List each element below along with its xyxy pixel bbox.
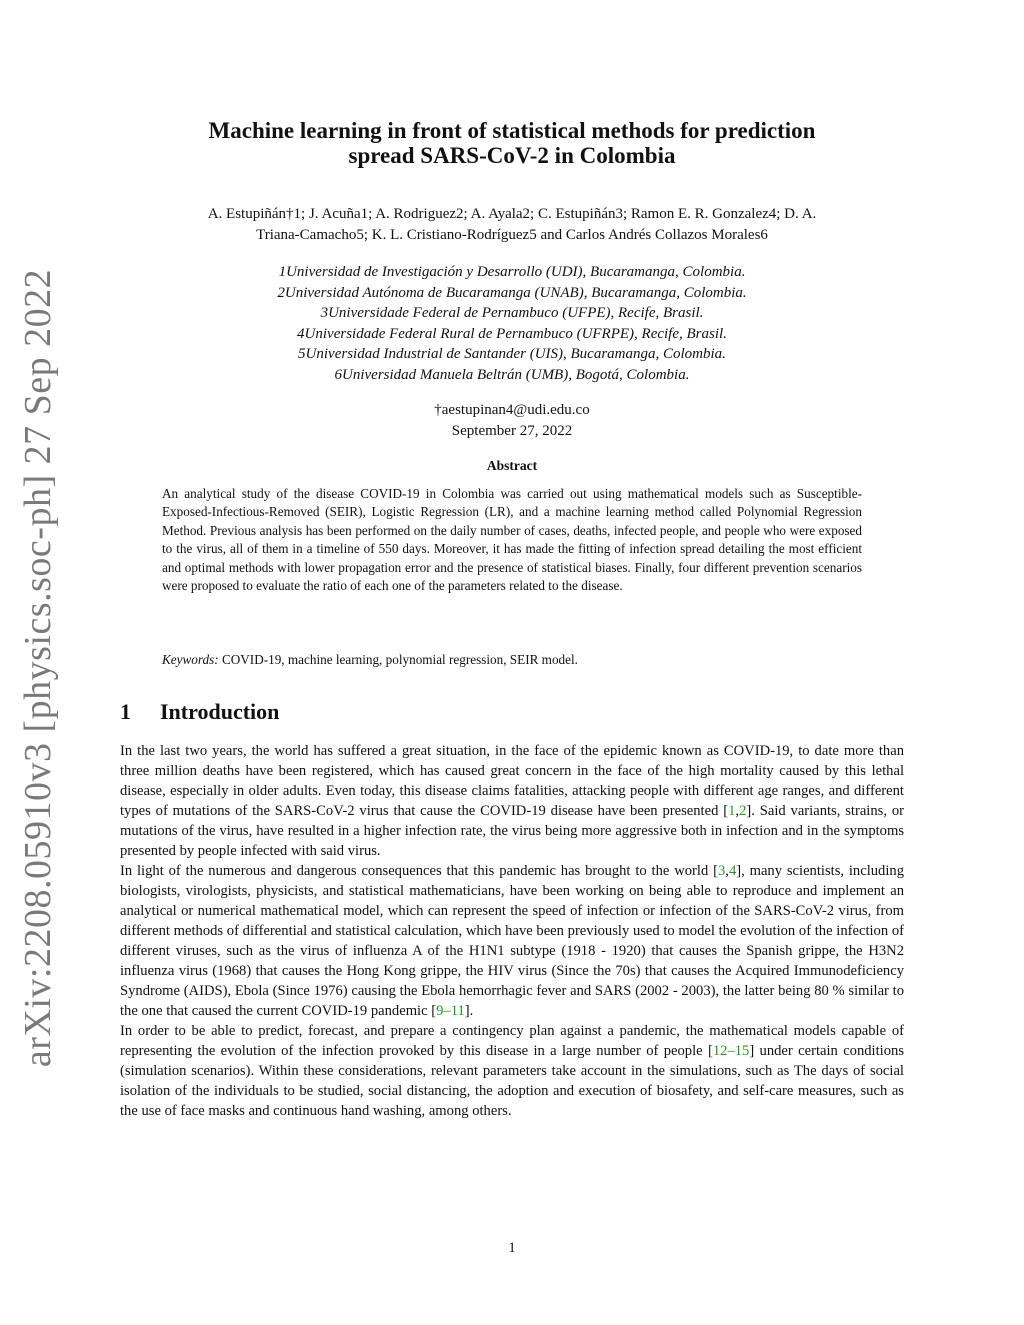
keywords-label: Keywords:: [162, 652, 219, 667]
affiliation-4: 4Universidade Federal Rural de Pernambuco (UFRPE), Recife, Brasil.: [297, 325, 727, 342]
affiliations: [120, 262, 904, 385]
title-line-1: Machine learning in front of statistical methods for prediction: [208, 118, 816, 143]
contact-block: [120, 400, 904, 442]
arxiv-watermark: [8, 268, 68, 1068]
paragraph-2-text-c: ].: [464, 1003, 474, 1019]
affiliation-1: 1Universidad de Investigación y Desarrollo (UDI), Bucaramanga, Colombia.: [278, 264, 746, 280]
page-number: 1: [508, 1240, 516, 1256]
section-number: 1: [120, 699, 131, 724]
paragraph-1-text-b: ]. Said variants, strains, or mutations of the virus, have resulted in a higher infection rate, the virus being more aggressive both in infection and in the symptoms presented by people infected with said virus.: [120, 803, 904, 859]
authors-line-1: A. Estupiñán†1; J. Acuña1; A. Rodriguez2; A. Ayala2; C. Estupiñán3; Ramon E. R. Gonzalez4; D. A.: [207, 206, 817, 222]
paper-date: September 27, 2022: [451, 423, 573, 439]
citation-link[interactable]: 4: [728, 863, 737, 879]
citation-link[interactable]: 2: [739, 803, 747, 819]
section-heading-introduction: [120, 698, 620, 726]
section-title: Introduction: [160, 699, 280, 724]
abstract-heading: Abstract: [486, 458, 538, 473]
author-list: [120, 204, 904, 246]
affiliation-2: 2Universidad Autónoma de Bucaramanga (UNAB), Bucaramanga, Colombia.: [277, 284, 747, 301]
arxiv-id[interactable]: arXiv:2208.05910v3 [physics.soc-ph] 27 Sep 2022: [17, 268, 60, 1068]
citation-link[interactable]: 3: [717, 863, 726, 879]
paragraph-3-text-a: In order to be able to predict, forecast, and prepare a contingency plan against a pandemic, the mathematical models capable of representing the evolution of the infection provoked by this disease in a large number of people [: [120, 1023, 904, 1059]
paragraph-2-text-a: In light of the numerous and dangerous consequences that this pandemic has brought to the world [: [120, 863, 718, 879]
keywords-list: COVID-19, machine learning, polynomial regression, SEIR model.: [221, 652, 578, 667]
introduction-body: [120, 741, 904, 1121]
affiliation-5: 5Universidad Industrial de Santander (UIS), Bucaramanga, Colombia.: [298, 346, 726, 362]
paragraph-1: In the last two years, the world has suffered a great situation, in the face of the epidemic known as COVID-19, to date more than three million deaths have been registered, which has caused great concern in the face of the high mortality caused by this lethal disease, especially in older adults. Even today, this disease claims fatalities, attacking people with different age ranges, and different types of mutations of the SARS-CoV-2 virus that cause the COVID-19 disease have been presented [1,2]. Said variants, strains, or mutations of the virus, have resulted in a higher infection rate, the virus being more aggressive both in infection and in the symptoms presented by people infected with said virus.: [120, 743, 904, 859]
keywords: [162, 651, 862, 669]
citation-link[interactable]: 9–11: [436, 1003, 465, 1019]
paper-title: [120, 118, 904, 168]
paragraph-2-text-b: ], many scientists, including biologists, virologists, physicists, and statistical mathematicians, have been working on being able to reproduce and implement an analytical or numerical mathematical model, which can represent the speed of infection or infection of the SARS-CoV-2 virus, from different methods of differential and statistical calculation, which have been previously used to model the evolution of the infection of different viruses, such as the virus of influenza A of the H1N1 subtype (1918 - 1920) that causes the Spanish grippe, the H3N2 influenza virus (1968) that causes the Hong Kong grippe, the HIV virus (Since the 70s) that causes the Acquired Immunodeficiency Syndrome (AIDS), Ebola (Since 1976) causing the Ebola hemorrhagic fever and SARS (2002 - 2003), the latter being 80 % similar to the one that caused the current COVID-19 pandemic [: [120, 863, 904, 1019]
paragraph-3: [120, 1021, 904, 1121]
citation-link[interactable]: 1: [728, 803, 736, 819]
paragraph-1-text-a: In the last two years, the world has suffered a great situation, in the face of the epidemic known as COVID-19, to date more than three million deaths have been registered, which has caused great concern in the face of the high mortality caused by this lethal disease, especially in older adults. Even today, this disease claims fatalities, attacking people with different age ranges, and different types of mutations of the SARS-CoV-2 virus that cause the COVID-19 disease have been presented [: [120, 743, 904, 819]
abstract-text: An analytical study of the disease COVID-19 in Colombia was carried out using mathematical models such as Susceptible-Exposed-Infectious-Removed (SEIR), Logistic Regression (LR), and a machine learning method called Polynomial Regression Method. Previous analysis has been performed on the daily number of cases, deaths, infected people, and people who were exposed to the virus, all of them in a timeline of 550 days. Moreover, it has made the fitting of infection spread detailing the most efficient and optimal methods with lower propagation error and the presence of statistical biases. Finally, four different prevention scenarios were proposed to evaluate the ratio of each one of the parameters related to the disease.: [162, 486, 862, 594]
authors-line-2: Triana-Camacho5; K. L. Cristiano-Rodríguez5 and Carlos Andrés Collazos Morales6: [256, 227, 768, 243]
paragraph-2: In light of the numerous and dangerous consequences that this pandemic has brought to the world [3,4], many scientists, including biologists, virologists, physicists, and statistical mathematicians, have been working on being able to reproduce and implement an analytical or numerical mathematical model, which can represent the speed of infection or infection of the SARS-CoV-2 virus, from different methods of differential and statistical calculation, which have been previously used to model the evolution of the infection of different viruses, such as the virus of influenza A of the H1N1 subtype (1918 - 1920) that causes the Spanish grippe, the H3N2 influenza virus (1968) that causes the Hong Kong grippe, the HIV virus (Since the 70s) that causes the Acquired Immunodeficiency Syndrome (AIDS), Ebola (Since 1976) causing the Ebola hemorrhagic fever and SARS (2002 - 2003), the latter being 80 % similar to the one that caused the current COVID-19 pandemic [9–11].: [120, 863, 904, 1019]
title-line-2: spread SARS-CoV-2 in Colombia: [348, 143, 676, 168]
corresponding-email[interactable]: †aestupinan4@udi.edu.co: [434, 402, 590, 418]
citation-link[interactable]: 12–15: [712, 1043, 750, 1059]
affiliation-3: 3Universidade Federal de Pernambuco (UFPE), Recife, Brasil.: [320, 305, 704, 321]
affiliation-6: 6Universidad Manuela Beltrán (UMB), Bogotá, Colombia.: [334, 366, 690, 383]
paragraph-3-text-b: ] under certain conditions (simulation scenarios). Within these considerations, relevant parameters take account in the simulations, such as The days of social isolation of the individuals to be studied, social distancing, the adoption and execution of biosafety, and self-care measures, such as the use of face masks and continuous hand washing, among others.: [120, 1043, 904, 1119]
